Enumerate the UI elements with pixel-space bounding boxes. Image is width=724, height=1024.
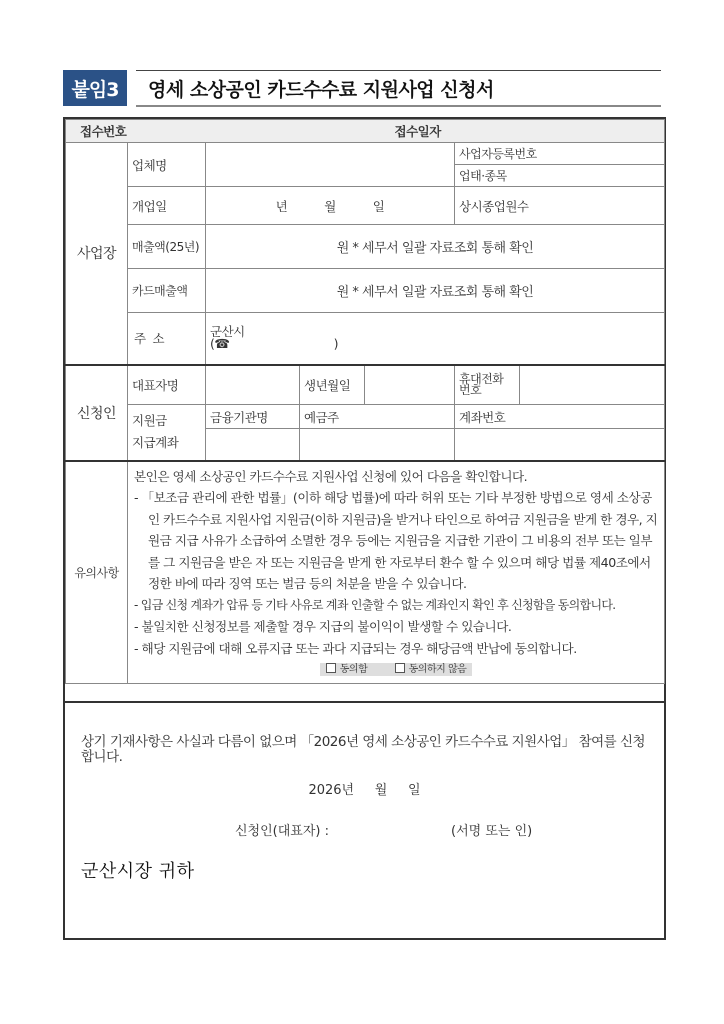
receipt-date-label: 접수일자 [300, 120, 665, 143]
sales-field[interactable]: 원 * 세무서 일괄 자료조회 통해 확인 [206, 225, 665, 269]
declaration-text: 상기 기재사항은 사실과 다름이 없으며 「2026년 영세 소상공인 카드수수료 지원사업」 참여를 신청합니다. [81, 734, 646, 765]
agree-checkbox[interactable] [326, 664, 367, 675]
open-date-label: 개업일 [128, 187, 206, 225]
company-name-field[interactable] [206, 143, 455, 187]
rep-name-label: 대표자명 [128, 365, 206, 405]
declaration-section [65, 701, 664, 940]
address-city: 군산시 [210, 324, 245, 340]
header-rule-top [136, 70, 661, 71]
signer-label: 신청인(대표자) : [235, 824, 330, 839]
holder-field[interactable] [300, 429, 455, 461]
document-header [63, 70, 661, 106]
birth-field[interactable] [365, 365, 455, 405]
note-item: - 입금 신청 계좌가 압류 등 기타 사유로 계좌 인출할 수 없는 계좌인지 확인 후 신청함을 동의합니다. [134, 597, 616, 612]
holder-label: 예금주 [300, 405, 455, 429]
account-label-line2: 지급계좌 [132, 435, 179, 451]
address-label: 주 소 [128, 313, 206, 365]
application-form [63, 117, 666, 940]
biz-reg-no-label: 사업자등록번호 [455, 143, 665, 165]
mobile-field[interactable] [520, 365, 665, 405]
month-unit: 월 [324, 198, 336, 214]
signature-field[interactable]: (서명 또는 인) [451, 824, 533, 839]
receipt-number-label: 접수번호 [66, 120, 300, 143]
business-section-label: 사업장 [66, 143, 128, 365]
page-title: 영세 소상공인 카드수수료 지원사업 신청서 [148, 79, 494, 101]
account-label-line1: 지원금 [132, 413, 167, 429]
attachment-badge: 붙임3 [63, 70, 127, 106]
checkbox-icon [395, 663, 405, 673]
receipt-row [66, 120, 665, 143]
note-item: - 불일치한 신청정보를 제출할 경우 지급의 불이익이 발생할 수 있습니다. [134, 619, 512, 634]
consent-options [134, 659, 658, 681]
addressee: 군산시장 귀하 [81, 861, 195, 882]
account-no-label: 계좌번호 [455, 405, 665, 429]
company-name-label: 업체명 [128, 143, 206, 187]
year-unit: 년 [275, 198, 288, 214]
card-sales-field[interactable]: 원 * 세무서 일괄 자료조회 통해 확인 [206, 269, 665, 313]
notes-content [128, 461, 665, 684]
note-item: - 해당 지원금에 대해 오류지급 또는 과다 지급되는 경우 해당금액 반납에 동의합니다. [134, 640, 577, 656]
checkbox-icon [326, 663, 336, 673]
rep-name-field[interactable] [206, 365, 300, 405]
account-label [128, 405, 206, 461]
header-rule-bottom [136, 105, 661, 107]
open-date-field[interactable] [206, 187, 455, 225]
address-field[interactable] [206, 313, 665, 365]
form-table [65, 119, 665, 684]
sales-label: 매출액(25년) [128, 225, 206, 269]
birth-label: 생년월일 [300, 365, 365, 405]
note-item: - 「보조금 관리에 관한 법률」(이하 해당 법률)에 따라 허위 또는 기타 부정한 방법으로 영세 소상공인 카드수수료 지원사업 지원금(이하 지원금)을 받거나 타인으로 하여금 지원금을 받게 한 경우, 지원금 지급 사유가 소급하여 소멸한 경우 등에는 지원금을 지급한 기관이 그 비용의 전부 또는 일부를 그 지원금을 받은 자 또는 지원금을 받게 한 자로부터 환수 할 수 있으며 해당 법률 제40조에서 정한 바에 따라 징역 또는 벌금 등의 처분을 받을 수 있습니다. [134, 490, 658, 591]
notes-intro: 본인은 영세 소상공인 카드수수료 지원사업 신청에 있어 다음을 확인합니다. [134, 468, 528, 484]
mobile-label: 휴대전화 번호 [455, 365, 520, 405]
day-unit: 일 [372, 198, 385, 214]
account-no-field[interactable] [455, 429, 665, 461]
address-phone: (☎ ) [210, 336, 339, 352]
biz-type-label: 업태·종목 [455, 165, 665, 187]
declaration-date[interactable]: 2026년 월 일 [308, 783, 421, 798]
bank-field[interactable] [206, 429, 300, 461]
notes-section-label: 유의사항 [66, 461, 128, 684]
applicant-section-label: 신청인 [66, 365, 128, 461]
bank-label: 금융기관명 [206, 405, 300, 429]
disagree-checkbox[interactable] [395, 664, 467, 675]
card-sales-label: 카드매출액 [128, 269, 206, 313]
disagree-label: 동의하지 않음 [408, 664, 467, 675]
agree-label: 동의함 [339, 664, 368, 675]
employees-label: 상시종업원수 [455, 187, 665, 225]
